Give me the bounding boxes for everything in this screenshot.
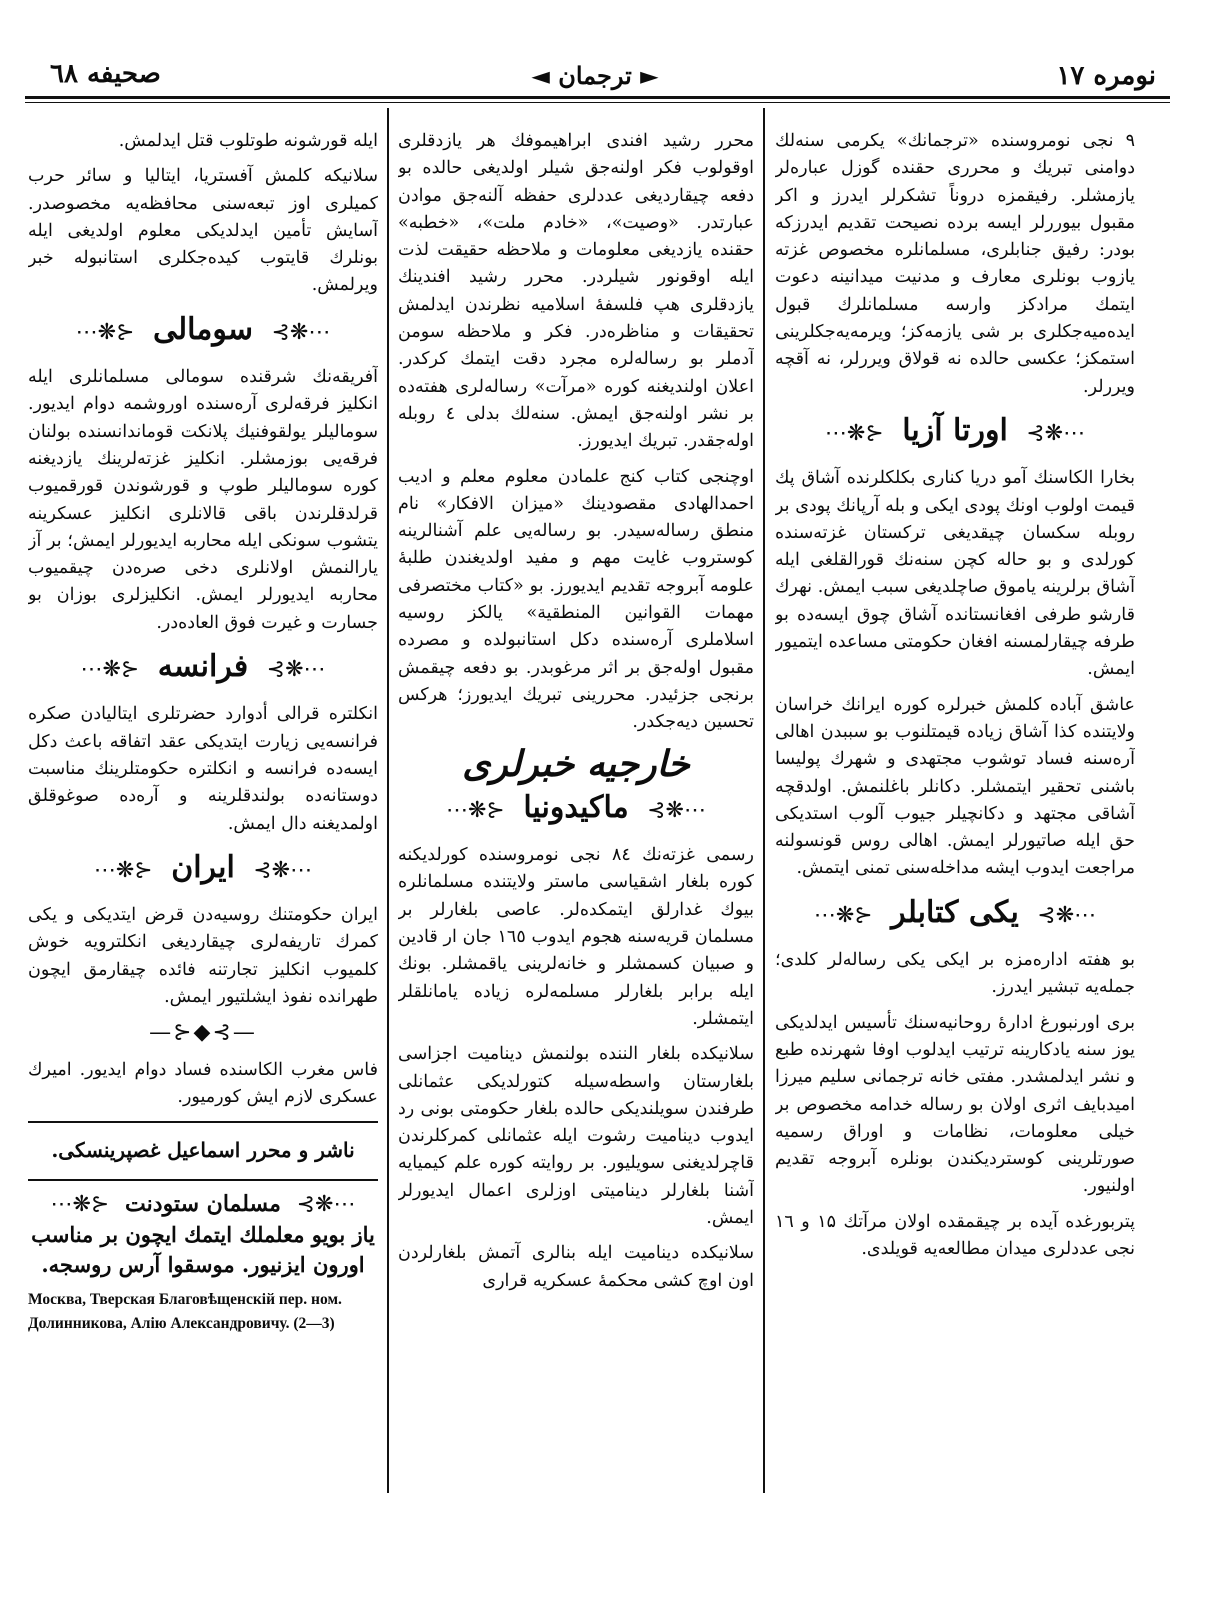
paragraph: اوچنجی کتاب کنج علمادن معلوم معلم و ادیب احمدالهادی مقصودینك «میزان الافکار» نام منطق رساله‌سیدر. بو رساله‌یی علم آشنالرینه کوستروب غایت مهم و مفید اولدیغندن طلبهٔ علومه آبروجه تقدیم ایدیورز. بو «کتاب مختصرفی مهمات القوانین المنطقیة» یالکز روسیه اسلاملری آره‌سنده دکل استانبولده و مصرده مقبول اوله‌جق بر اثر مرغوبدر. بو دفعه چیقمش برنجی جزئیدر. محررینی تبریك ایدیورز؛ هرکس تحسین دیه‌جکدر. bbox=[398, 466, 754, 733]
ornament-icon: ⋯❋⊱ bbox=[253, 857, 313, 883]
column-divider-left bbox=[387, 108, 389, 1493]
section-title: اورتا آزیا bbox=[902, 412, 1008, 448]
advertisement-address bbox=[28, 1288, 378, 1336]
advertisement-title bbox=[28, 1191, 378, 1218]
ornament-icon: ⊰❋⋯ bbox=[813, 902, 873, 928]
column-divider-right bbox=[763, 108, 765, 1493]
paragraph: انکلتره قرالی أدوارد حضرتلری ایتالیادن صکره فرانسه‌یی زیارت ایتدیکی عقد اتفاقه باعث دکل ایسه‌ده فرانسه و انکلتره حکومتلرینك مناسبت دوستانه‌ده بولندقلرینه و آره‌ده صوغوقلق اولمدیغنه دال ایمش. bbox=[28, 704, 378, 834]
paragraph: سلانیکه کلمش آفستریا، ایتالیا و سائر حرب کمیلری اوز تبعه‌سنی محافظه‌یه مخصوصدر. آسایش تأمین ایدلدیکی معلوم اولدیغی ایله بونلرك قایتوب کیده‌جکلری استانبوله خبر ویرلمش. bbox=[28, 166, 378, 296]
ornament-icon: ⊰❋⋯ bbox=[80, 657, 140, 683]
ornament-icon: ⋯❋⊱ bbox=[296, 1191, 356, 1217]
middle-column bbox=[398, 128, 754, 1508]
masthead-title: ترجمان bbox=[558, 61, 632, 90]
section-heading bbox=[28, 849, 378, 885]
title-ornament-right-icon: ► bbox=[640, 61, 659, 90]
section-heading bbox=[28, 311, 378, 347]
header-rule bbox=[25, 96, 1170, 99]
paragraph: پتربورغده آیده بر چیقمقده اولان مرآتك ۱۵ و ۱٦ نجی عددلری میدان مطالعه‌یه قویلدی. bbox=[775, 1211, 1135, 1259]
paragraph: ۹ نجی نومروسنده «ترجمانك» یکرمی سنه‌لك دوامنی تبریك و محرری حقنده گوزل عباره‌لر یازمشلر. رفیقمزه دروناً تشکرلر ایدرز و اکر مقبول بیوررلر ایسه برده نصیحت تقدیم ایدرزکه بودر: رفیق جنابلری، مسلمانلره مخصوص غزته یازوب بونلری معارف و مدنیت میدانینه دعوت ایتمك مرادکز وارسه مسلمانلرك قبول ایده‌میه‌جکلری بر شی یازمه‌کز؛ ویرمه‌یه‌جکلرینی استمکز؛ عکسی حالده نه قولاق ویررلر، نه آقچه ویررلر. bbox=[775, 131, 1135, 397]
ornament-icon: ⊰❋⋯ bbox=[824, 420, 884, 446]
right-column bbox=[775, 128, 1135, 1508]
ornament-icon: ⊰❋⋯ bbox=[75, 319, 135, 345]
section-title: سومالی bbox=[153, 311, 253, 347]
issue-number: نومره ١٧ bbox=[1056, 61, 1156, 91]
diamond-divider-icon: —⊱◆⊰— bbox=[149, 1020, 257, 1046]
section-heading bbox=[775, 412, 1135, 448]
ornament-icon: ⋯❋⊱ bbox=[647, 797, 706, 823]
paragraph: سلانیکده بلغار الننده بولنمش دینامیت اجزاسی بلغارستان واسطه‌سیله کتورلدیکی عثمانلی طرفندن سویلندیکی حالده بلغار حکومتی بونی رد ایدوب دینامیت رشوت ایله عثمانلی کمرکلرندن قاچرلدیغنی سویلیور. بر روایته کوره علم کیمیایه آشنا بلغارلر دینامیتی اوزلری اعمال ایدیورلر ایمش. bbox=[398, 1044, 754, 1228]
section-heading bbox=[28, 649, 378, 685]
paragraph: ایران حکومتنك روسیه‌دن قرض ایتدیکی و یکی کمرك تاریفه‌لری چیقاردیغی انکلترویه خوش کلمیوب انکلیز تجارتنه فائده چیقارمق ایچون طهرانده نفوذ ایشلتیور ایمش. bbox=[28, 905, 378, 1008]
feature-heading: خارجیه خبرلری bbox=[462, 742, 690, 785]
section-title: ماکیدونیا bbox=[523, 789, 629, 825]
ornament-icon: ⋯❋⊱ bbox=[271, 319, 331, 345]
address-line: Москва, Тверская Благовѣщенскій пер. ном. bbox=[28, 1290, 342, 1308]
separator-rule bbox=[28, 1179, 378, 1181]
ornament-icon: ⋯❋⊱ bbox=[1037, 902, 1097, 928]
publisher-line: ناشر و محرر اسماعیل غصپرینسکی. bbox=[51, 1138, 355, 1163]
page-number: صحیفه ٦٨ bbox=[50, 59, 161, 89]
section-heading bbox=[398, 789, 754, 825]
section-title: فرانسه bbox=[157, 649, 249, 685]
paragraph: بو هفته اداره‌مزه بر ایکی یکی رساله‌لر کلدی؛ جمله‌یه تبشیر ایدرز. bbox=[775, 950, 1135, 998]
paragraph: فاس مغرب الکاسنده فساد دوام ایدیور. امیرك عسکری لازم ایش کورمیور. bbox=[28, 1059, 378, 1107]
paragraph: بری اورنبورغ ادارهٔ روحانیه‌سنك تأسیس ایدلدیکی یوز سنه یادکارینه ترتیب ایدلوب اوفا شهرنده طبع و نشر ایدلمشدر. مفتی خانه ترجمانی سلیم میرزا امیدبایف اثری اولان بو رساله خدامه مخصوص بر خیلی معلومات، نظامات و اوراق رسمیه صورتلرینی کوستردیکندن بونلره آبروجه تقدیم اولنیور. bbox=[775, 1012, 1135, 1197]
page-header bbox=[20, 55, 1170, 95]
advertisement-body: یاز بویو معلملك ایتمك ایچون بر مناسب اورون ایزنیور. موسقوا آرس روسجه. bbox=[31, 1221, 375, 1277]
advertisement-title-text: مسلمان ستودنت bbox=[125, 1190, 281, 1217]
paragraph: آفریقه‌نك شرقنده سومالی مسلمانلری ایله انکلیز فرقه‌لری آره‌سنده اوروشمه دوام ایدیور. سومالیلر یولقوفنیك پلانکت قوماندانسنده بولنان فرقه‌یی بوزمشلر. انکلیز غزته‌لرینك یازدیغنه کوره سومالیلر طوپ و قورشوندن قورقمیوب قرلدقلرندن باقی قالانلری انکلیز عسکرینه یتشوب سونکی ایله محاربه ایدیورلر ایمش؛ بر آز یارالنمش اولانلری دخی صره‌دن چیقمیوب محاربه ایدیورلر ایمش. انکلیزلری بوزان بو جسارت و غیرت فوق العاده‌در. bbox=[28, 367, 378, 633]
ornament-icon: ⊰❋⋯ bbox=[50, 1191, 110, 1217]
section-title: ایران bbox=[171, 849, 235, 885]
paragraph: سلانیکده دینامیت ایله بنالری آتمش بلغارلردن اون اوچ کشی محکمهٔ عسکریه قراری bbox=[398, 1243, 754, 1291]
paragraph: بخارا الکاسنك آمو دریا کناری بکلکلرنده آشاق پك قیمت اولوب اونك پودی ایکی و بله آرپانك پودی بر روبله سکسان چیقدیغی ترکستان غزته‌سنده کورلدی و بو حاله کچن سنه‌نك قورالقلغی ایله آشاق برلرینه یاموق صاچلدیغی سبب ایمش. نهرك قارشو طرفی افغانستانده آشاق چوق ایسه‌ده بو طرفه چیقارلمسنه افغان حکومتی مساعده ایتمیور ایمش. bbox=[775, 468, 1135, 680]
left-column bbox=[28, 128, 378, 1508]
header-rule-thin bbox=[25, 102, 1170, 103]
section-heading bbox=[775, 894, 1135, 930]
ornament-icon: ⋯❋⊱ bbox=[266, 657, 326, 683]
paragraph: ایله قورشونه طوتلوب قتل ایدلمش. bbox=[118, 131, 378, 151]
ornament-icon: ⋯❋⊱ bbox=[1026, 420, 1086, 446]
separator-rule bbox=[28, 1121, 378, 1123]
ornament-icon: ⊰❋⋯ bbox=[93, 857, 153, 883]
paragraph: عاشق آباده کلمش خبرلره کوره ایرانك خراسان ولایتنده کذا آشاق زیاده قیمتلنوب بو سببدن اهالی آره‌سنه فساد توشوب مجتهدی و شهرك پولیسا باشنی تحقیر ایتمشلر. دکانلر باغلنمش. اولدقچه آشاقی مجتهد و دکانچیلر جیوب آلوب استدیکی حق ایله صاتیورلر ایمش. اهالی روس قونسولنه مراجعت ایدوب ایشه مداخله‌سنی تمنی ایتمش. bbox=[775, 694, 1135, 879]
paragraph: محرر رشید افندی ابراهیموفك هر یازدقلری اوقولوب فکر اولنه‌جق شیلر اولدیغی حالده بو دفعه چیقاردیغی عددلری حفظه آلنه‌جق موادن عبارتدر. «وصیت»، «خادم ملت»، «خطبه» حقنده یازدیغی معلومات و ملاحظه حقیقت لذت ایله اوقونور شیلردر. محرر رشید افندینك یازدقلری هپ فلسفهٔ اسلامیه نظرندن ایدلمش تحقیقات و مناظره‌در. فکر و ملاحظه سومن آدملر بو رساله‌لره مجرد دقت ایتمك کرکدر. اعلان اولندیغنه کوره «مرآت» رساله‌لری هفته‌ده بر نشر اولنه‌جق ایمش. سنه‌لك بدلی ٤ روبله اوله‌جقدر. تبریك ایدیورز. bbox=[398, 131, 754, 452]
address-line: Долинникова, Алію Александровичу. (2—3) bbox=[28, 1314, 335, 1332]
title-ornament-left-icon: ◄ bbox=[531, 61, 550, 90]
ornament-icon: ⊰❋⋯ bbox=[446, 797, 505, 823]
paragraph: رسمی غزته‌نك ٨٤ نجی نومروسنده کورلدیکنه کوره بلغار اشقیاسی ماستر ولایتنده مسلمانلره بیوك غدارلق ایتمکده‌لر. عاصی بلغارلر بر مسلمان قریه‌سنه هجوم ایدوب ١٦٥ جان ار قادین و صبیان کسمشلر و خانه‌لرینی یاقمشلر. بونك ایله برابر بلغارلر مسلمه‌لره زیاده یامانلقلر ایتمشلر. bbox=[398, 845, 754, 1029]
section-title: یکی کتابلر bbox=[891, 894, 1019, 930]
masthead-title-wrap bbox=[20, 61, 1170, 90]
